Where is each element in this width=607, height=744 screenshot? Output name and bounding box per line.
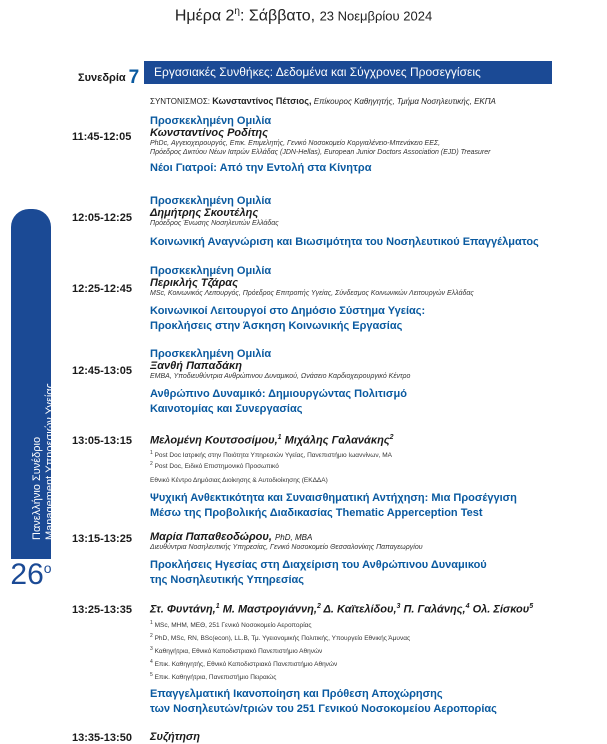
talk-title: Νέοι Γιατροί: Από την Εντολή στα Κίνητρα [150,162,372,174]
talk-affiliation [150,645,550,656]
aff-sup: 4 [150,659,153,666]
talk-type: Προσκεκλημένη Ομιλία [150,348,272,360]
talk-title: των Νοσηλευτών/τριών του 251 Γενικού Νοσοκομείου Αεροπορίας [150,703,497,716]
aff-text: Επικ. Καθηγήτρια, Πανεπιστήμιο Πειραιώς [154,674,277,682]
talk-affiliation [150,619,550,630]
aff-text: Post Doc Ιατρικής στην Ποιότητα Υπηρεσιών Υγείας, Πανεπιστήμιο Ιωαννίνων, ΜΑ [154,451,392,459]
aff-sup: 3 [150,645,153,652]
talk-block [150,731,550,743]
talk-speakers [150,434,550,447]
coordination-name: Κωνσταντίνος Πέτσιος, [212,96,312,106]
speaker-sup: 5 [529,603,534,610]
speaker-sup: 1 [277,434,282,441]
aff-text: Επικ. Καθηγητής, Εθνικό Καποδιστριακό Πανεπιστήμιο Αθηνών [154,661,338,669]
talk-title: Προκλήσεις Ηγεσίας στη Διαχείριση του Ανθρώπινου Δυναμικού [150,559,487,571]
conference-number-sup: ο [43,560,52,576]
talk-time: 13:25-13:35 [72,604,132,616]
speaker-sup: 2 [316,603,321,610]
aff-sup: 5 [150,672,153,679]
talk-speakers [150,603,550,616]
aff-sup: 1 [150,449,153,456]
speaker-degree: PhD, MBA [274,533,313,542]
talk-time: 13:15-13:25 [72,533,132,545]
aff-sup: 2 [150,632,153,639]
aff-sup: 2 [150,460,153,467]
session-label [78,65,139,87]
talk-title: της Νοσηλευτικής Υπηρεσίας [150,574,305,586]
talk-title: Προκλήσεις στην Άσκηση Κοινωνικής Εργασίας [150,320,403,332]
conference-number [8,558,54,592]
talk-block [150,603,550,717]
talk-affiliation [150,449,550,460]
talk-title: Ανθρώπινο Δυναμικό: Δημιουργώντας Πολιτισμό [150,388,407,400]
talk-type: Προσκεκλημένη Ομιλία [150,195,272,207]
talk-speaker: Περικλής Τζάρας [150,277,238,289]
talk-affiliation: MSc, Κοινωνικός Λειτουργός, Πρόεδρος Επιτροπής Υγείας, Σύνδεσμος Κοινωνικών Λειτουργών Ελλάδας [150,290,474,297]
speaker-name: Στ. Φυντάνη, [150,603,216,616]
conference-name [31,383,57,540]
speaker-sup: 3 [396,603,401,610]
talk-title: Καινοτομίας και Συνεργασίας [150,403,303,415]
speaker-name: Π. Γαλάνης, [403,603,466,616]
talk-affiliation [150,476,550,485]
speaker-sup: 1 [215,603,220,610]
talk-type: Προσκεκλημένη Ομιλία [150,115,272,127]
talk-title: Κοινωνικοί Λειτουργοί στο Δημόσιο Σύστημα Υγείας: [150,305,426,317]
talk-affiliation: Πρόεδρος Ένωσης Νοσηλευτών Ελλάδας [150,220,279,227]
speaker-name: Μιχάλης Γαλανάκης [284,434,390,447]
session-label-text: Συνεδρία [78,72,126,84]
talk-speaker: Κωνσταντίνος Ροδίτης [150,127,268,139]
talk-speaker: Ξανθή Παπαδάκη [150,360,242,372]
talk-affiliation: Πρόεδρος Δικτύου Νέων Ιατρών Ελλάδας (JDN-Hellas), European Junior Doctors Association (EJD) Treasurer [150,149,491,156]
talk-type: Προσκεκλημένη Ομιλία [150,265,272,277]
talk-affiliation [150,671,550,682]
talk-title: Επαγγελματική Ικανοποίηση και Πρόθεση Αποχώρησης [150,688,443,701]
conference-number-value: 26 [10,558,44,591]
talk-block [150,195,550,249]
discussion-title: Συζήτηση [150,731,200,743]
header-date: 23 Νοεμβρίου 2024 [319,8,433,24]
talk-affiliation: Διευθύντρια Νοσηλευτικής Υπηρεσίας, Γενικό Νοσοκομείο Θεσσαλονίκης Παπαγεωργίου [150,544,423,551]
speaker-name: Ολ. Σίσκου [472,603,530,616]
aff-text: Εθνικό Κέντρο Δημόσιας Διοίκησης & Αυτοδιοίκησης (ΕΚΔΔΑ) [150,476,328,484]
aff-text: Καθηγήτρια, Εθνικό Καποδιστριακό Πανεπιστήμιο Αθηνών [154,648,323,656]
talk-affiliation [150,460,550,471]
talk-affiliation [150,632,550,643]
talk-time: 12:05-12:25 [72,212,132,224]
talk-time: 13:35-13:50 [72,732,132,744]
talk-block [150,434,550,521]
speaker-name: Μ. Μαστρογιάννη, [222,603,317,616]
talk-affiliation [150,658,550,669]
page-header [0,6,607,25]
session-header [78,61,553,88]
talk-block [150,265,550,334]
aff-sup: 1 [150,619,153,626]
talk-title: Μέσω της Προβολικής Διαδικασίας Thematic Apperception Test [150,506,483,519]
speaker-name: Μελομένη Κουτσοσίμου, [150,434,278,447]
speaker-sup: 4 [465,603,470,610]
speaker-sup: 2 [389,434,394,441]
day-suffix: : Σάββατο, [239,7,316,25]
coordination-role: Επίκουρος Καθηγητής, Τμήμα Νοσηλευτικής, ΕΚΠΑ [313,97,496,106]
talk-time: 13:05-13:15 [72,435,132,447]
talk-time: 12:25-12:45 [72,283,132,295]
day-prefix: Ημέρα 2 [174,7,235,25]
talk-speaker [150,531,550,543]
aff-text: Post Doc, Ειδικό Επιστημονικό Προσωπικό [154,462,279,470]
aff-text: PhD, MSc, RN, BSc(econ), LL.B, Τμ. Υγειονομικής Πολιτικής, Υπουργείο Εθνικής Άμυνας [154,634,411,642]
session-number: 7 [128,67,140,88]
talk-block [150,348,550,417]
speaker-name: Μαρία Παπαθεοδώρου, [150,531,272,543]
conference-line2: Management Υπηρεσιών Υγείας [44,383,56,540]
talk-time: 11:45-12:05 [72,131,132,143]
coordination [150,96,496,106]
talk-block [150,115,550,175]
coordination-label: ΣΥΝΤΟΝΙΣΜΟΣ: [150,97,211,106]
talk-affiliation: PhDc, Αγγειοχειρουργός, Επικ. Επιμελητής, Γενικό Νοσοκομείο Κοργιαλένειο-Μπενάκειο ΕΕΣ, [150,140,441,147]
talk-time: 12:45-13:05 [72,365,132,377]
talk-title: Κοινωνική Αναγνώριση και Βιωσιμότητα του Νοσηλευτικού Επαγγέλματος [150,236,539,248]
speaker-name: Δ. Καϊτελίδου, [323,603,397,616]
aff-text: MSc, ΜΗΜ, ΜΕΘ, 251 Γενικό Νοσοκομείο Αεροπορίας [154,621,312,629]
day-sup: η [234,6,240,17]
talk-title: Ψυχική Ανθεκτικότητα και Συναισθηματική Αντήχηση: Μια Προσέγγιση [150,491,517,504]
talk-speaker: Δημήτρης Σκουτέλης [150,207,259,219]
talk-affiliation: ΕΜΒΑ, Υποδιευθύντρια Ανθρώπινου Δυναμικού, Ωνάσειο Καρδιοχειρουργικό Κέντρο [150,373,411,380]
talk-block [150,531,550,588]
session-title: Εργασιακές Συνθήκες: Δεδομένα και Σύγχρονες Προσεγγίσεις [144,61,552,84]
conference-line1: Πανελλήνιο Συνέδριο [31,436,43,540]
